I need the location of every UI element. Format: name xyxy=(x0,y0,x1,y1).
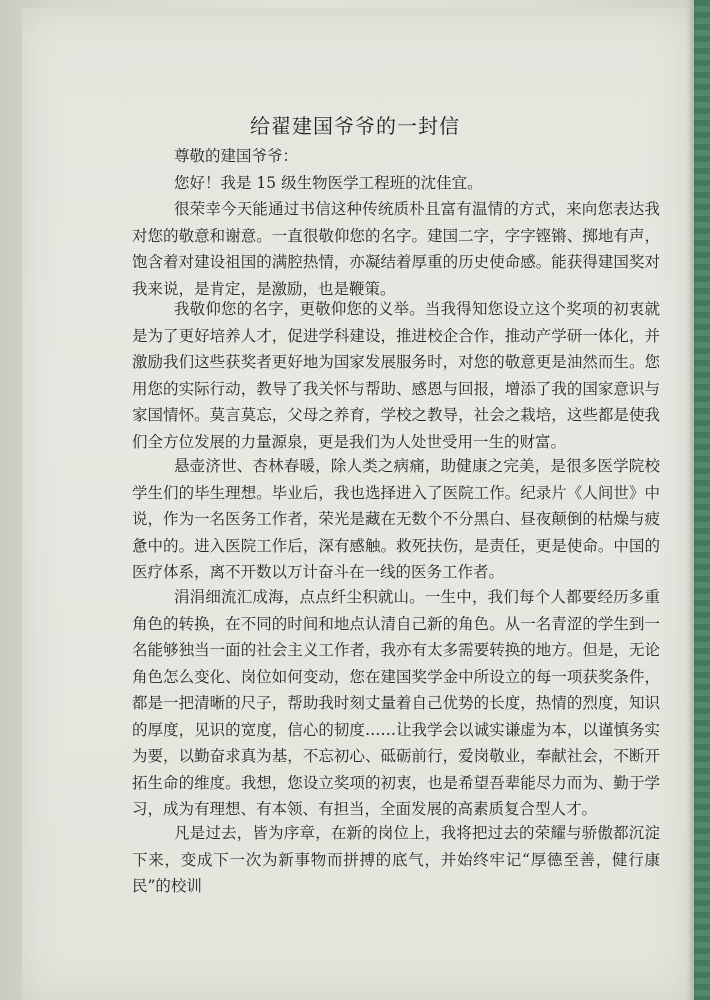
green-background-edge xyxy=(694,0,710,1000)
letter-greeting: 您好！我是 15 级生物医学工程班的沈佳宜。 xyxy=(174,174,483,192)
letter-paragraph-4: 涓涓细流汇成海，点点纤尘积就山。一生中，我们每个人都要经历多重角色的转换，在不同的时间和地点认清自己新的角色。从一名青涩的学生到一名能够独当一面的社会主义工作者，我亦有太多需要转换的地方。但是，无论角色怎么变化、岗位如何变动，您在建国奖学金中所设立的每一项获奖条件，都是一把清晰的尺子，帮助我时刻丈量着自己优势的长度，热情的烈度，知识的厚度，见识的宽度，信心的韧度……让我学会以诚实谦虚为本，以谨慎务实为要，以勤奋求真为基，不忘初心、砥砺前行，爱岗敬业，奉献社会，不断开拓生命的维度。我想，您设立奖项的初衷，也是希望吾辈能尽力而为、勤于学习，成为有理想、有本领、有担当，全面发展的高素质复合型人才。 xyxy=(132,588,660,818)
letter-paragraph-1: 很荣幸今天能通过书信这种传统质朴且富有温情的方式，来向您表达我对您的敬意和谢意。一直很敬仰您的名字。建国二字，字字铿锵、掷地有声，饱含着对建设祖国的满腔热情，亦凝结着厚重的历史使命感。能获得建国奖对我来说，是肯定，是激励，也是鞭策。 xyxy=(132,200,660,298)
letter-paragraph-3: 悬壶济世、杏林春暖，除人类之病痛，助健康之完美，是很多医学院校学生们的毕生理想。毕业后，我也选择进入了医院工作。纪录片《人间世》中说，作为一名医务工作者，荣光是藏在无数个不分黑白、昼夜颠倒的枯燥与疲惫中的。进入医院工作后，深有感触。救死扶伤，是责任，更是使命。中国的医疗体系，离不开数以万计奋斗在一线的医务工作者。 xyxy=(132,457,660,581)
letter-title: 给翟建国爷爷的一封信 xyxy=(250,114,460,138)
letter-paragraph-2: 我敬仰您的名字，更敬仰您的义举。当我得知您设立这个奖项的初衷就是为了更好培养人才，促进学科建设，推进校企合作，推动产学研一体化，并激励我们这些获奖者更好地为国家发展服务时，对您的敬意更是油然而生。您用您的实际行动，教导了我关怀与帮助、感恩与回报，增添了我的国家意识与家国情怀。莫言莫忘，父母之养育，学校之教导，社会之栽培，这些都是使我们全方位发展的力量源泉，更是我们为人处世受用一生的财富。 xyxy=(132,300,660,451)
letter-salutation: 尊敬的建国爷爷： xyxy=(174,147,299,165)
letter-paragraph-5: 凡是过去，皆为序章，在新的岗位上，我将把过去的荣耀与骄傲都沉淀下来，变成下一次为新事物而拼搏的底气，并始终牢记“厚德至善，健行康民”的校训 xyxy=(132,824,660,895)
